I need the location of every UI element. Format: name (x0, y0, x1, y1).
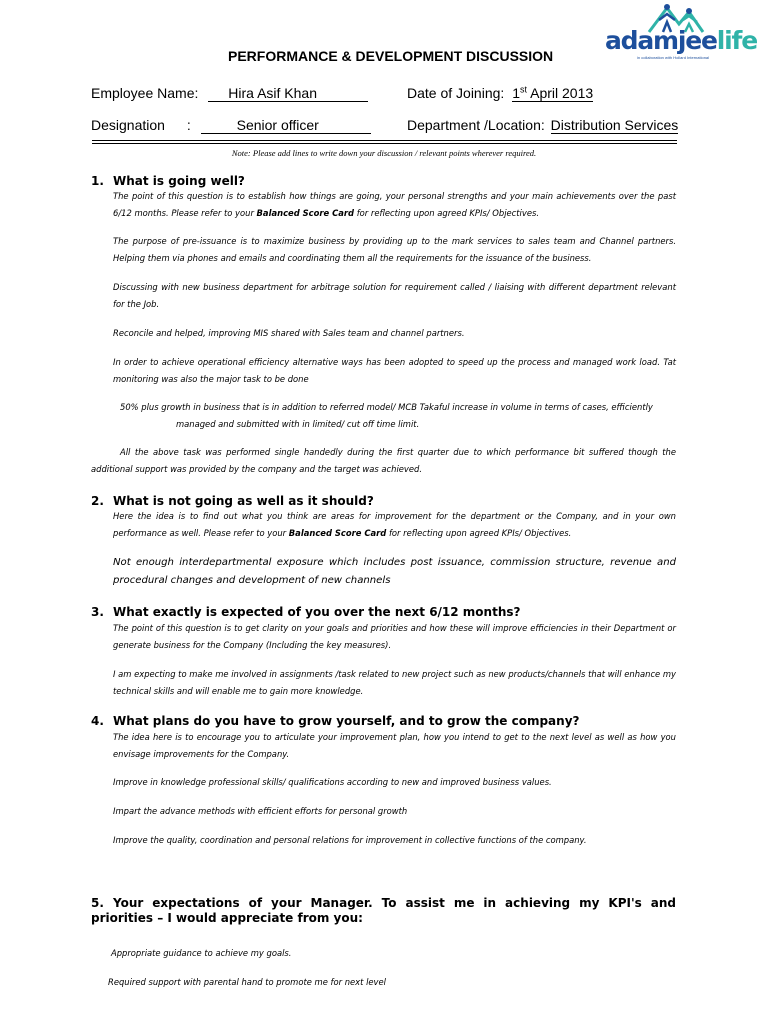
designation-colon: : (186, 117, 191, 133)
date-of-joining-field (407, 84, 593, 102)
section-1-answer-6: managed and submitted with in limited/ cut off time limit. (176, 419, 420, 429)
instruction-note: Note: Please add lines to write down your discussion / relevant points wherever required. (231, 148, 537, 158)
section-4-answer-1: Improve in knowledge professional skills/ qualifications according to new and improved business values. (113, 777, 552, 787)
section-2-prompt: Here the idea is to find out what you think are areas for improvement for the department or the Company, and in your own performance as well. Please refer to your Balanced Score Card for reflecting upon agreed KPIs/ Objectives. (113, 511, 676, 538)
section-5-answer-2: Required support with parental hand to promote me for next level (108, 977, 386, 987)
section-3-prompt: The point of this question is to get clarity on your goals and priorities and how these will improve efficiencies in their Department or generate business for the Company (Including the key measures). (113, 623, 676, 650)
employee-name-field (91, 84, 368, 102)
section-4-answer-2: Impart the advance methods with efficient efforts for personal growth (113, 806, 408, 816)
header-divider-2 (92, 143, 677, 144)
designation-value: Senior officer (201, 117, 371, 134)
designation-field (91, 116, 371, 134)
section-1-answer-1: The purpose of pre-issuance is to maximize business by providing up to the mark services to sales team and Channel partners. Helping them via phones and emails and coordinating them all the requirements for the issuance of the business. (113, 236, 676, 263)
company-logo (605, 2, 757, 64)
page-title: PERFORMANCE & DEVELOPMENT DISCUSSION (228, 48, 554, 64)
section-5-heading: 5. Your expectations of your Manager. To assist me in achieving my KPI's and priorities – I would appreciate from you: (91, 896, 676, 925)
logo-tagline: in collaboration with Hollard International (637, 55, 710, 60)
section-5-answer-1: Appropriate guidance to achieve my goals. (111, 948, 292, 958)
section-4-prompt: The idea here is to encourage you to articulate your improvement plan, how you intend to get to the next level as well as how you envisage improvements for the Company. (113, 732, 676, 759)
section-4-heading: 4. What plans do you have to grow yourself, and to grow the company? (91, 714, 580, 728)
section-2-heading: 2. What is not going as well as it should? (91, 494, 374, 508)
department-value: Distribution Services (550, 117, 679, 133)
section-1-prompt: The point of this question is to establish how things are going, your personal strengths and your main achievements over the past 6/12 months. Please refer to your Balanced Score Card for reflecting upon agreed KPIs/ Objectives. (113, 191, 676, 218)
section-1-answer-4: In order to achieve operational efficiency alternative ways has been adopted to speed up the process and managed work load. Tat monitoring was also the major task to be done (113, 357, 676, 384)
section-1-answer-2: Discussing with new business department for arbitrage solution for requirement called / liaising with different department relevant for the Job. (113, 282, 676, 309)
section-1-answer-5: 50% plus growth in business that is in addition to referred model/ MCB Takaful increase in volume in terms of cases, efficiently (120, 402, 653, 412)
header-divider (92, 140, 677, 141)
designation-label: Designation (91, 117, 165, 133)
department-label: Department /Location: (407, 117, 545, 133)
logo-wordmark: adamjeelife (605, 26, 757, 55)
section-3-answer-1: I am expecting to make me involved in assignments /task related to new project such as new products/channels that will enhance my technical skills and will enable me to gain more knowledge. (113, 669, 676, 696)
section-2-answer-1: Not enough interdepartmental exposure which includes post issuance, commission structure, revenue and procedural changes and development of new channels (113, 557, 676, 586)
employee-name-value: Hira Asif Khan (208, 85, 368, 102)
department-field (407, 116, 678, 134)
section-1-answer-3: Reconcile and helped, improving MIS shared with Sales team and channel partners. (113, 328, 465, 338)
section-1-answer-7: All the above task was performed single handedly during the first quarter due to which performance bit suffered though the additional support was provided by the company and the target was achieved. (91, 447, 676, 474)
section-1-heading: 1. What is going well? (91, 174, 245, 188)
date-of-joining-label: Date of Joining: (407, 85, 505, 101)
date-of-joining-value: 1st April 2013 (512, 84, 594, 101)
section-3-heading: 3. What exactly is expected of you over the next 6/12 months? (91, 605, 521, 619)
section-4-answer-3: Improve the quality, coordination and personal relations for improvement in collective functions of the company. (113, 835, 587, 845)
employee-name-label: Employee Name: (91, 85, 199, 101)
